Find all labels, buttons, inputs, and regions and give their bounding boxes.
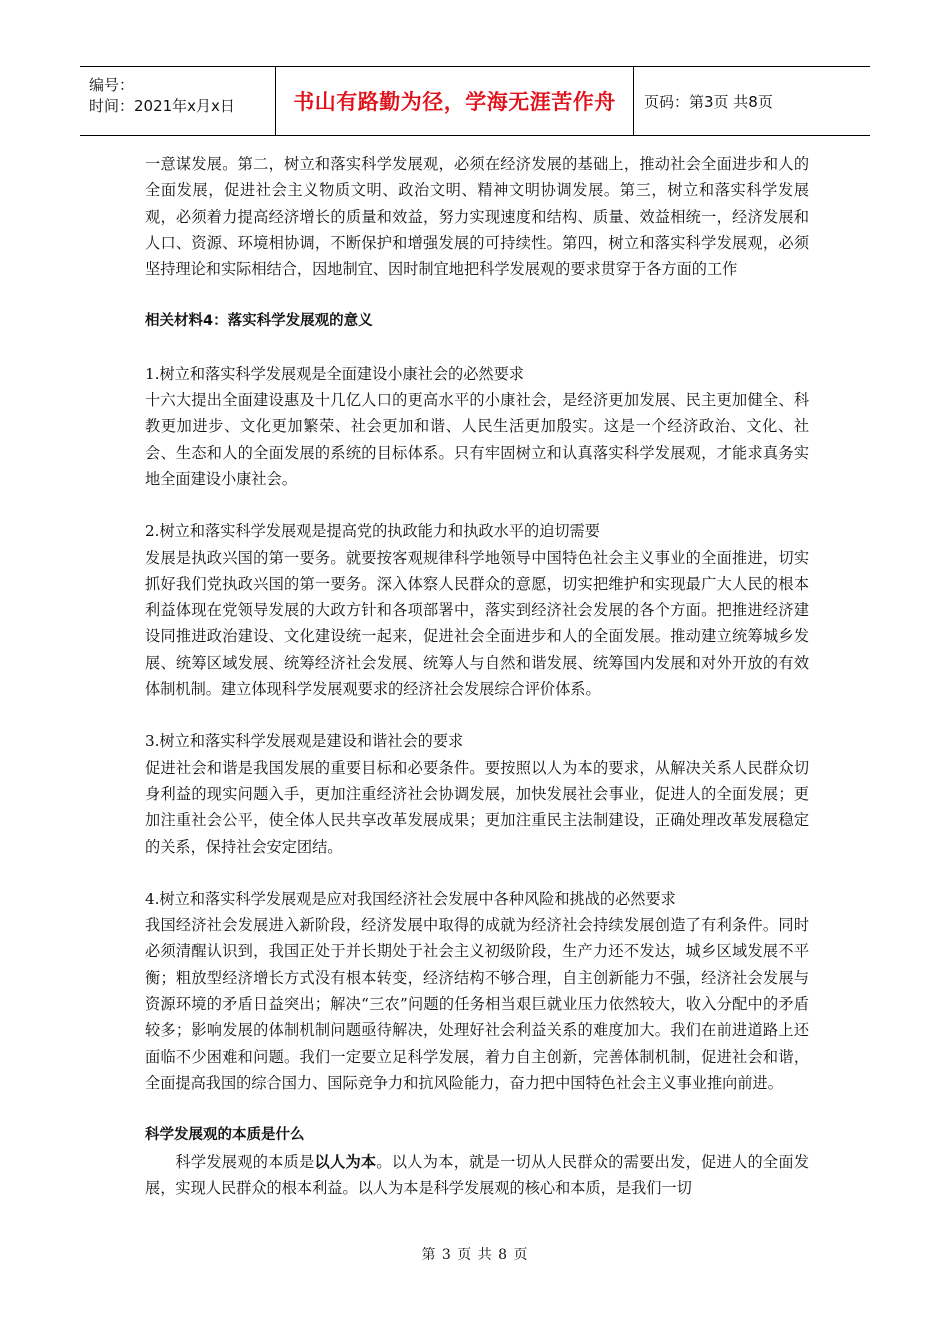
point-heading: 1.树立和落实科学发展观是全面建设小康社会的必然要求: [145, 364, 524, 383]
header-page-number: 页码：第3页 共8页: [644, 92, 773, 111]
essence-text-part2: 。以人为本，就是一切从人民群众的需要出发，促进人的全面发展，实现人民群众的根本利益。以人为本是科学发展观的核心和本质，是我们一切: [145, 1152, 810, 1197]
point-body: 十六大提出全面建设惠及十几亿人口的更高水平的小康社会，是经济更加发展、民主更加健全、科教更加进步、文化更加繁荣、社会更加和谐、人民生活更加殷实。这是一个经济政治、文化、社会、生态和人的全面发展的系统的目标体系。只有牢固树立和认真落实科学发展观，才能求真务实地全面建设小康社会。: [145, 391, 809, 488]
spacer: [145, 1096, 809, 1122]
point-body: 促进社会和谐是我国发展的重要目标和必要条件。要按照以人为本的要求，从解决关系人民群众切身利益的现实问题入手，更加注重经济社会协调发展，加快发展社会事业，促进人的全面发展；更加注重社会公平，使全体人民共享改革发展成果；更加注重民主法制建设，正确处理改革发展稳定的关系，保持社会安定团结。: [145, 758, 809, 856]
serial-number-label: 编号：: [89, 76, 135, 94]
essence-paragraph: [145, 1149, 809, 1202]
header-meta: [80, 67, 276, 135]
intro-paragraph: 一意谋发展。第二，树立和落实科学发展观，必须在经济发展的基础上，推动社会全面进步和人的全面发展，促进社会主义物质文明、政治文明、精神文明协调发展。第三，树立和落实科学发展观，必须着力提高经济增长的质量和效益，努力实现速度和结构、质量、效益相统一，经济发展和人口、资源、环境相协调，不断保护和增强发展的可持续性。第四，树立和落实科学发展观，必须坚持理论和实际相结合，因地制宜、因时制宜地把科学发展观的要求贯穿于各方面的工作: [145, 155, 809, 279]
page-footer: 第 3 页 共 8 页: [421, 1247, 529, 1263]
date-label: 时间：2021年x月x日: [89, 97, 235, 115]
essence-emphasis: 以人为本: [314, 1152, 377, 1171]
point-heading: 4.树立和落实科学发展观是应对我国经济社会发展中各种风险和挑战的必然要求: [145, 889, 676, 908]
spacer: [145, 335, 809, 361]
page-header: [80, 66, 870, 136]
header-motto: 书山有路勤为径，学海无涯苦作舟: [276, 67, 634, 135]
spacer: [145, 282, 809, 308]
point-body: 我国经济社会发展进入新阶段，经济发展中取得的成就为经济社会持续发展创造了有利条件。同时必须清醒认识到，我国正处于并长期处于社会主义初级阶段，生产力还不发达，城乡区域发展不平衡；粗放型经济增长方式没有根本转变，经济结构不够合理，自主创新能力不强，经济社会发展与资源环境的矛盾日益突出；解决“三农”问题的任务相当艰巨就业压力依然较大，收入分配中的矛盾较多；影响发展的体制机制问题亟待解决，处理好社会利益关系的难度加大。我们在前进道路上还面临不少困难和问题。我们一定要立足科学发展，着力自主创新，完善体制机制，促进社会和谐，全面提高我国的综合国力、国际竞争力和抗风险能力，奋力把中国特色社会主义事业推向前进。: [145, 916, 809, 1092]
essence-title: 科学发展观的本质是什么: [145, 1127, 305, 1144]
section-title: 相关材料4：落实科学发展观的意义: [145, 313, 373, 330]
essence-text-part1: 科学发展观的本质是: [175, 1152, 315, 1171]
document-body: [145, 151, 809, 1201]
point-body: 发展是执政兴国的第一要务。就要按客观规律科学地领导中国特色社会主义事业的全面推进，切实抓好我们党执政兴国的第一要务。深入体察人民群众的意愿，切实把维护和实现最广大人民的根本利益体现在党领导发展的大政方针和各项部署中，落实到经济社会发展的各个方面。把推进经济建设同推进政治建设、文化建设统一起来，促进社会全面进步和人的全面发展。推动建立统筹城乡发展、统筹区域发展、统筹经济社会发展、统筹人与自然和谐发展、统筹国内发展和对外开放的有效体制机制。建立体现科学发展观要求的经济社会发展综合评价体系。: [145, 548, 809, 699]
point-heading: 3.树立和落实科学发展观是建设和谐社会的要求: [145, 732, 464, 751]
spacer: [145, 492, 809, 518]
point-heading: 2.树立和落实科学发展观是提高党的执政能力和执政水平的迫切需要: [145, 522, 600, 541]
spacer: [145, 702, 809, 728]
spacer: [145, 860, 809, 886]
